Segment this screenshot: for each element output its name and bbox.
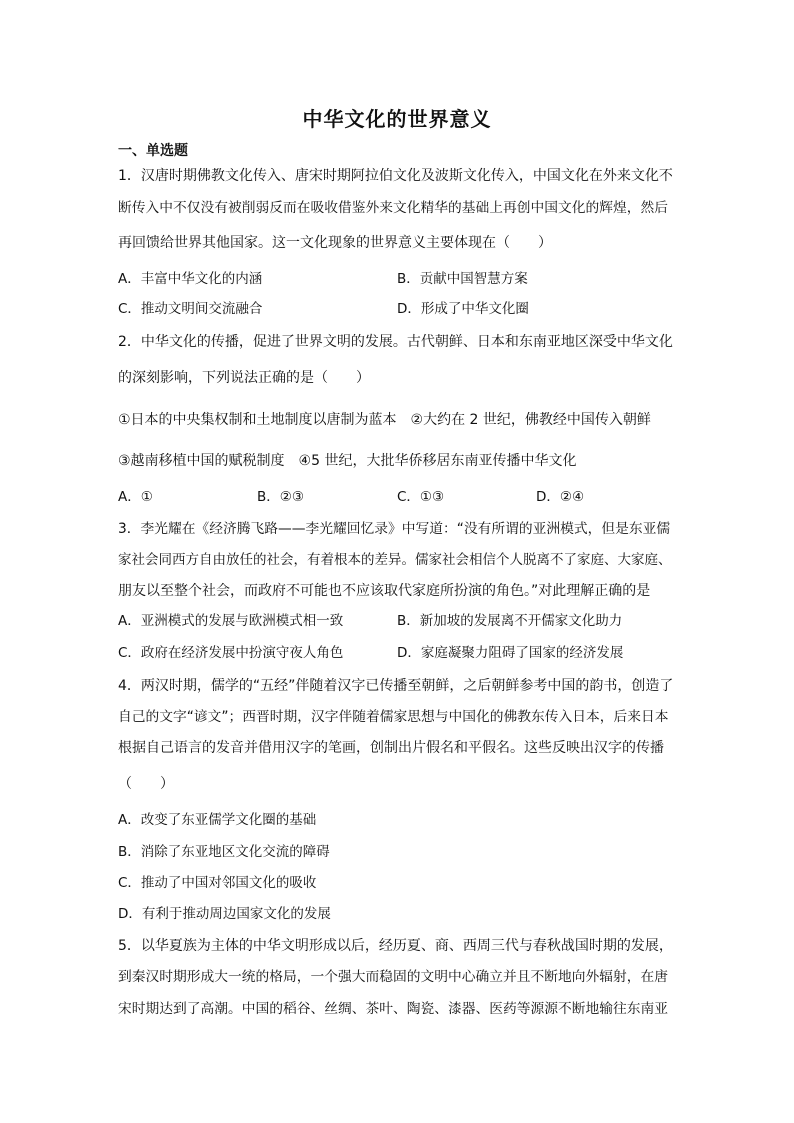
question-1-option-c: C．推动文明间交流融合 xyxy=(118,301,263,317)
question-3-option-a: A．亚洲模式的发展与欧洲模式相一致 xyxy=(118,613,344,629)
question-1-line-2: 断传入中不仅没有被削弱反而在吸收借鉴外来文化精华的基础上再创中国文化的辉煌，然后 xyxy=(118,200,669,216)
question-1-line-3: 再回馈给世界其他国家。这一文化现象的世界意义主要体现在（ ） xyxy=(118,235,552,251)
question-3-option-c: C．政府在经济发展中扮演守夜人角色 xyxy=(118,645,344,661)
question-5-line-1: 5．以华夏族为主体的中华文明形成以后，经历夏、商、西周三代与春秋战国时期的发展， xyxy=(118,938,673,954)
question-2-option-a: A．① xyxy=(118,489,153,505)
question-3-line-1: 3．李光耀在《经济腾飞路——李光耀回忆录》中写道：“没有所谓的亚洲模式，但是东亚儒 xyxy=(118,521,671,537)
question-4-line-4: （ ） xyxy=(118,776,174,792)
question-2-statement-3-4: ③越南移植中国的赋税制度 ④5 世纪，大批华侨移居东南亚传播中华文化 xyxy=(118,453,577,469)
question-4-option-c: C．推动了中国对邻国文化的吸收 xyxy=(118,875,317,891)
question-3-line-2: 家社会同西方自由放任的社会，有着根本的差异。儒家社会相信个人脱离不了家庭、大家庭、 xyxy=(118,552,672,568)
question-2-option-b: B．②③ xyxy=(257,489,304,505)
question-2-line-1: 2．中华文化的传播，促进了世界文明的发展。古代朝鲜、日本和东南亚地区深受中华文化 xyxy=(118,334,673,350)
question-4-line-1: 4．两汉时期，儒学的“五经”伴随着汉字已传播至朝鲜，之后朝鲜参考中国的韵书，创造了 xyxy=(118,678,674,694)
question-2-option-c: C．①③ xyxy=(397,489,445,505)
question-3-option-d: D．家庭凝聚力阻碍了国家的经济发展 xyxy=(397,645,624,661)
question-4-line-3: 根据自己语言的发音并借用汉字的笔画，创制出片假名和平假名。这些反映出汉字的传播 xyxy=(118,740,664,756)
question-5-line-3: 宋时期达到了高潮。中国的稻谷、丝绸、茶叶、陶瓷、漆器、医药等源源不断地输往东南亚 xyxy=(118,1001,669,1017)
question-2-line-2: 的深刻影响，下列说法正确的是（ ） xyxy=(118,370,370,386)
question-4-option-a: A．改变了东亚儒学文化圈的基础 xyxy=(118,812,317,828)
question-5-line-2: 到秦汉时期形成大一统的格局，一个强大而稳固的文明中心确立并且不断地向外辐射，在唐 xyxy=(118,969,669,985)
question-1-option-a: A．丰富中华文化的内涵 xyxy=(118,271,263,287)
question-4-option-b: B．消除了东亚地区文化交流的障碍 xyxy=(118,844,330,860)
question-2-option-d: D．②④ xyxy=(536,489,585,505)
question-3-option-b: B．新加坡的发展离不开儒家文化助力 xyxy=(397,613,623,629)
question-2-statement-1-2: ①日本的中央集权制和土地制度以唐制为蓝本 ②大约在 2 世纪，佛教经中国传入朝鲜 xyxy=(118,412,651,428)
question-4-option-d: D．有利于推动周边国家文化的发展 xyxy=(118,906,331,922)
question-3-line-3: 朋友以至整个社会，而政府不可能也不应该取代家庭所扮演的角色。”对此理解正确的是 xyxy=(118,583,651,599)
question-1-option-d: D．形成了中华文化圈 xyxy=(397,301,529,317)
question-1-line-1: 1．汉唐时期佛教文化传入、唐宋时期阿拉伯文化及波斯文化传入，中国文化在外来文化不 xyxy=(118,168,673,184)
document-title: 中华文化的世界意义 xyxy=(302,107,492,131)
section-heading: 一、单选题 xyxy=(118,143,188,159)
question-4-line-2: 自己的文字“谚文”；西晋时期，汉字伴随着儒家思想与中国化的佛教东传入日本，后来日本 xyxy=(118,709,669,725)
question-1-option-b: B．贡献中国智慧方案 xyxy=(397,271,528,287)
